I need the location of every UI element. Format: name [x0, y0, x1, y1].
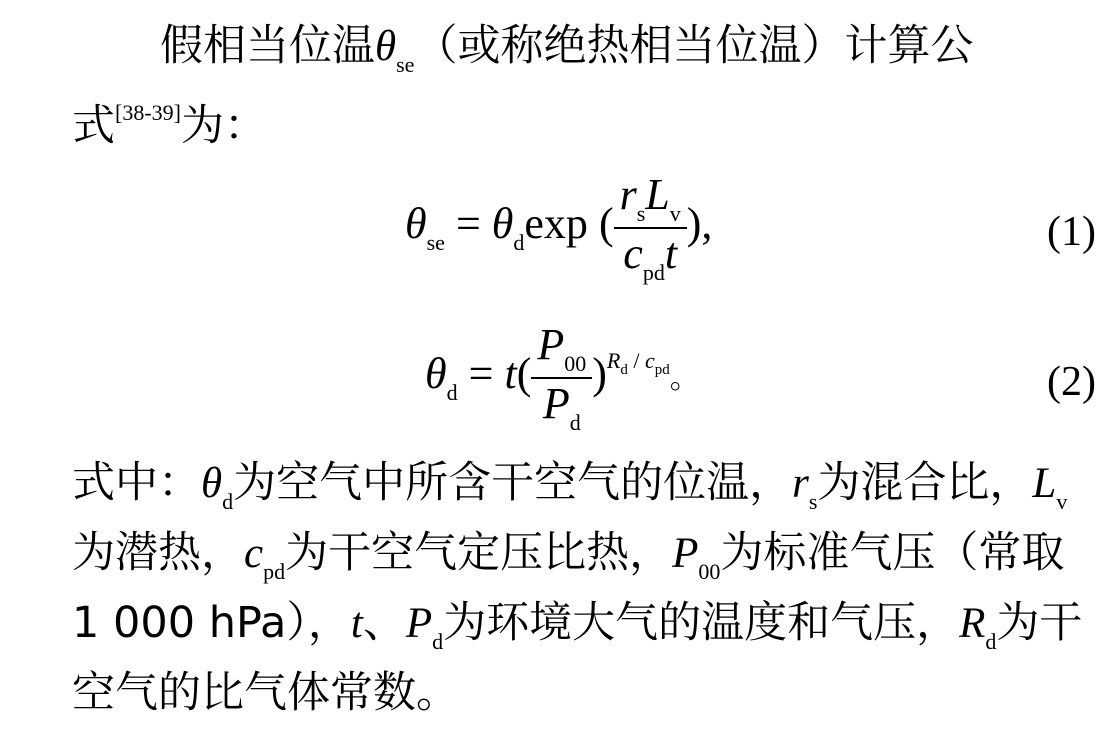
intro-line-2: [72, 98, 267, 161]
explain-line-4: 空气的比气体常数。: [72, 668, 459, 718]
eq2-denominator: $P_d$: [542, 379, 581, 435]
eq1-numerator: $r_sL_v$: [614, 170, 687, 229]
intro-text-2: 式: [72, 101, 115, 151]
eq2-equals: =: [457, 349, 505, 399]
eq1-equals: =: [444, 199, 492, 249]
eq1-number: (1): [1047, 209, 1096, 255]
explain-line-2: 为潜热，$c_{pd}$为干空气定压比热，$P_{00}$为标准气压（常取: [72, 528, 1065, 584]
eq1-theta: θ: [491, 199, 514, 249]
intro-text: 假相当位温: [160, 21, 375, 71]
theta-subscript: se: [396, 52, 415, 77]
eq2-lhs: θ: [425, 349, 447, 399]
eq1-lhs-sub: se: [426, 230, 445, 256]
intro-text-rest: （或称绝热相当位温）计算公: [414, 21, 974, 71]
equation-1: $\theta_{se} = \theta_d\exp$ ( $\frac{r_sL_v}{c_{pd}t}$ ),: [405, 170, 713, 285]
eq1-theta-sub: d: [513, 230, 525, 256]
eq1-tail: ),: [686, 199, 713, 249]
theta-symbol: θ: [375, 23, 397, 70]
intro-line-1: [160, 18, 973, 81]
eq1-denominator: $c_{pd}t$: [623, 229, 678, 285]
explain-line-1: 式中：$\theta_d$为空气中所含干空气的位温，$r_s$为混合比，$L_v$: [72, 458, 1068, 514]
eq2-tail: 。: [669, 361, 700, 397]
explain-line-3: 1 000 hPa），t、$P_d$为环境大气的温度和气压，$R_d$为干: [72, 598, 1083, 654]
intro-text-2-rest: 为：: [180, 101, 267, 151]
eq2-fraction: [531, 320, 592, 436]
eq1-exp: exp: [524, 199, 588, 249]
eq1-lhs: θ: [405, 199, 427, 249]
eq2-exponent: Rd / cpd: [606, 348, 670, 379]
equation-2: $\theta_d = t$( $\frac{P_{00}}{P_d}$ )$^{R_d / c_{pd}}$。: [425, 320, 700, 435]
eq2-lhs-sub: d: [446, 380, 458, 406]
eq1-fraction: [614, 170, 687, 286]
eq2-t: t: [504, 349, 517, 399]
citation: [38-39]: [115, 100, 181, 125]
eq2-numerator: $P_{00}$: [531, 320, 592, 379]
eq2-number: (2): [1047, 359, 1096, 405]
